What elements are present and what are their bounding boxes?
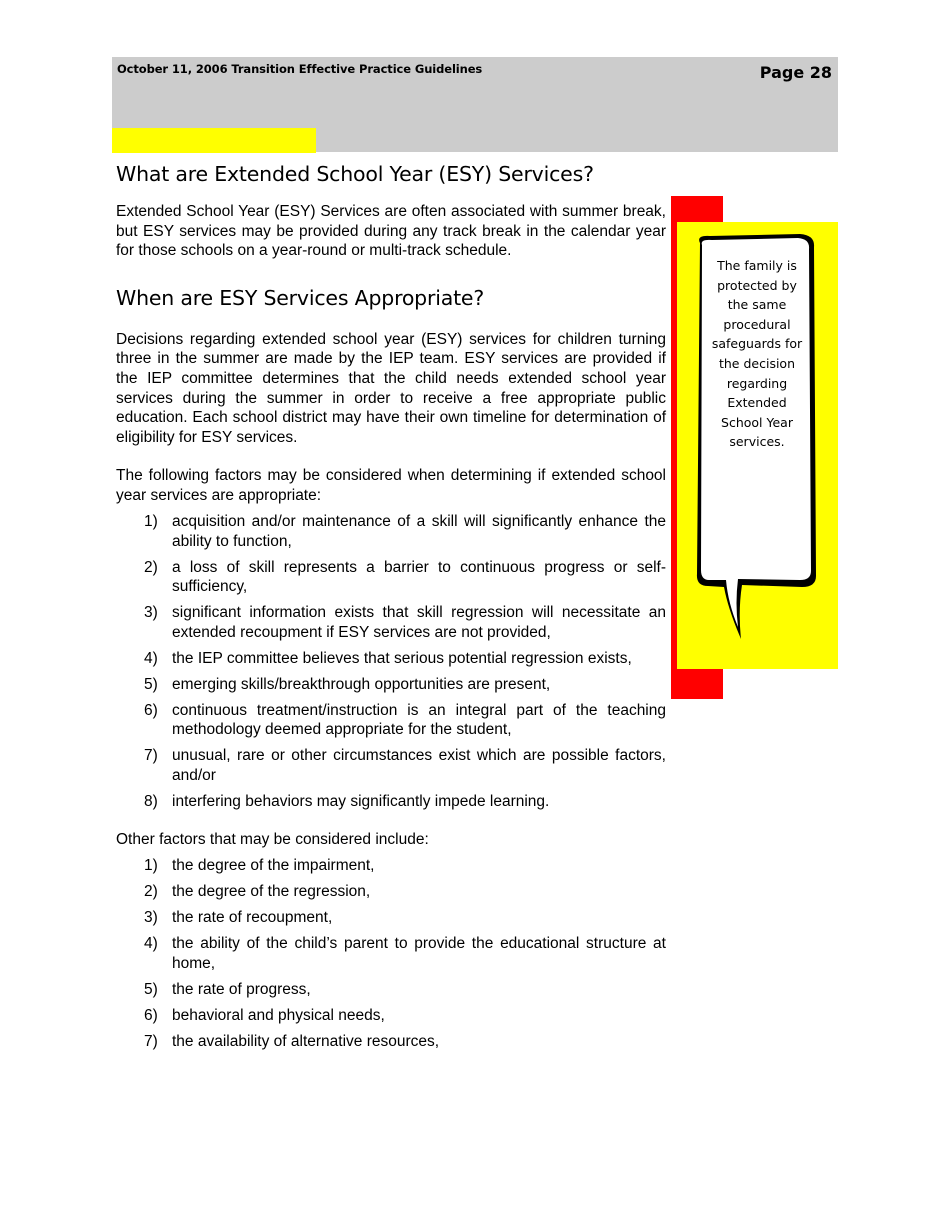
paragraph-other-factors: Other factors that may be considered include:: [116, 831, 429, 849]
list-item: 1) acquisition and/or maintenance of a skill will significantly enhance the ability to function,: [144, 512, 666, 550]
list-item: 6) continuous treatment/instruction is an integral part of the teaching methodology deemed appropriate for the student,: [144, 701, 666, 739]
list-item: 2) the degree of the regression,: [144, 883, 371, 901]
list-item: 5) the rate of progress,: [144, 980, 311, 998]
callout-text: The family is protected by the same procedural safeguards for the decision regarding Extended School Year services.: [711, 258, 803, 450]
paragraph-esy-definition: Extended School Year (ESY) Services are often associated with summer break, but ESY services may be provided during any track break in the calendar year for those schools on a year-round or multi-track schedule.: [116, 203, 666, 260]
paragraph-factors-intro: The following factors may be considered when determining if extended school year services are appropriate:: [116, 467, 666, 504]
section-heading-esy: What are Extended School Year (ESY) Services?: [116, 162, 594, 186]
header-accent-tab: [112, 128, 316, 153]
list-item: 8) interfering behaviors may significantly impede learning.: [144, 792, 550, 810]
list-item: 3) the rate of recoupment,: [144, 909, 333, 927]
list-item: 4) the IEP committee believes that serious potential regression exists,: [144, 649, 632, 667]
paragraph-esy-decisions: Decisions regarding extended school year (ESY) services for children turning three in the summer are made by the IEP team. ESY services are provided if the IEP committee determines that the child needs extended school year services during the summer in order to receive a free appropriate public education. Each school district may have their own timeline for determination of eligibility for ESY services.: [116, 330, 666, 446]
main-content: [116, 160, 666, 1051]
list-item: 1) the degree of the impairment,: [144, 857, 375, 875]
list-item: 6) behavioral and physical needs,: [144, 1006, 385, 1024]
other-factors-list: [116, 856, 666, 1051]
list-item: 2) a loss of skill represents a barrier to continuous progress or self-sufficiency,: [144, 558, 666, 596]
page-number: Page 28: [759, 63, 832, 82]
list-item: 7) the availability of alternative resources,: [144, 1032, 440, 1050]
section-heading-appropriate: When are ESY Services Appropriate?: [116, 285, 485, 310]
header-title: October 11, 2006 Transition Effective Practice Guidelines: [117, 62, 483, 76]
list-item: 4) the ability of the child’s parent to provide the educational structure at home,: [144, 935, 666, 972]
list-item: 5) emerging skills/breakthrough opportunities are present,: [144, 675, 551, 693]
factors-list: [116, 512, 666, 811]
list-item: 7) unusual, rare or other circumstances exist which are possible factors, and/or: [144, 747, 666, 784]
list-item: 3) significant information exists that skill regression will necessitate an extended recoupment if ESY services are not provided,: [144, 604, 666, 641]
